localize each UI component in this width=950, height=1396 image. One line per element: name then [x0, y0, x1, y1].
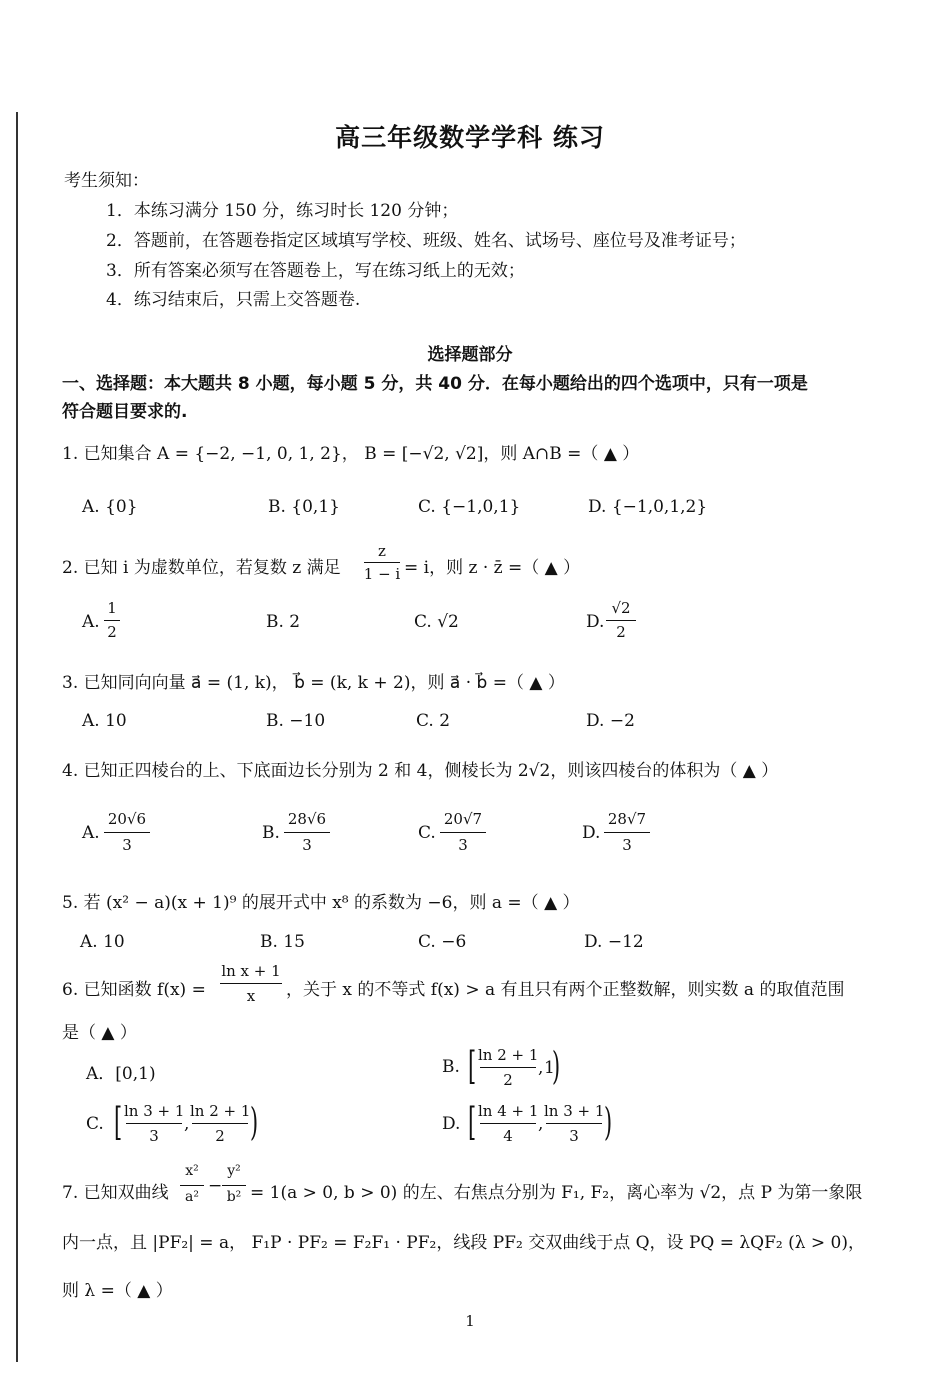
question-2-frac-den: 1 − i [363, 565, 401, 583]
fraction-bar [604, 832, 650, 833]
option-d-num: √2 [611, 599, 631, 617]
question-2-stem-post: = i，则 z · z̄ =（ ▲ ） [404, 558, 581, 578]
q7-frac2-num: y² [227, 1163, 241, 1179]
question-5-option-d: D. −12 [584, 932, 644, 952]
section-title: 选择题部分 [427, 345, 513, 365]
question-2-option-d: D. [586, 612, 605, 632]
fraction-bar [220, 983, 282, 984]
question-3-option-c: C. 2 [416, 711, 451, 731]
option-c-frac2-num: ln 2 + 1 [190, 1102, 251, 1120]
question-3-stem: 3. 已知同向向量 a⃗ = (1, k)， b⃗ = (k, k + 2)，则 a⃗ · b⃗ =（ ▲ ） [62, 673, 565, 693]
question-7-stem-post: = 1(a > 0, b > 0) 的左、右焦点分别为 F₁, F₂，离心率为 √2，点 P 为第一象限 [250, 1183, 863, 1203]
question-2-option-a: A. [82, 612, 100, 632]
question-4-option-a-label: A. [82, 823, 100, 843]
question-6-option-a: A．[0,1) [86, 1064, 156, 1084]
instruction-line: 符合题目要求的. [62, 402, 188, 422]
question-2-stem-pre: 2. 已知 i 为虚数单位，若复数 z 满足 [62, 558, 341, 578]
question-4-option-d-label: D. [582, 823, 601, 843]
fraction-bar [606, 620, 636, 621]
question-1-stem: 1. 已知集合 A = {−2, −1, 0, 1, 2}， B = [−√2, √2]，则 A∩B =（ ▲ ） [62, 444, 640, 464]
right-paren: ) [552, 1044, 561, 1088]
option-a-den: 2 [107, 623, 117, 641]
question-6-frac-den: x [246, 987, 256, 1005]
question-4-option-c-den: 3 [458, 836, 468, 854]
option-b-upper: 1 [544, 1058, 555, 1078]
question-6-stem-line2: 是（ ▲ ） [62, 1023, 137, 1043]
question-6-stem-pre: 6. 已知函数 f(x) = [62, 980, 206, 1000]
question-6-frac-num: ln x + 1 [221, 962, 281, 980]
fraction-bar [192, 1123, 248, 1124]
option-b-comma: , [538, 1058, 544, 1078]
question-4-option-b-label: B. [262, 823, 280, 843]
left-bracket: [ [468, 1100, 477, 1144]
option-d-frac2-den: 3 [569, 1127, 579, 1145]
question-4-option-d-den: 3 [622, 836, 632, 854]
left-bracket: [ [468, 1044, 477, 1088]
question-6-option-c-label: C. [86, 1114, 104, 1134]
question-1-option-a: A. {0} [82, 497, 138, 517]
question-6-option-d-label: D. [442, 1114, 461, 1134]
fraction-bar [440, 832, 486, 833]
question-7-line2: 内一点，且 |PF₂| = a， F₁P · PF₂ = F₂F₁ · PF₂，线段 PF₂ 交双曲线于点 Q，设 PQ = λQF₂ (λ > 0)， [62, 1233, 866, 1253]
question-4-option-c-label: C. [418, 823, 436, 843]
question-4-stem: 4. 已知正四棱台的上、下底面边长分别为 2 和 4，侧棱长为 2√2，则该四棱台的体积为（ ▲ ） [62, 761, 779, 781]
minus-sign: − [208, 1176, 223, 1196]
option-d-frac1-num: ln 4 + 1 [478, 1102, 539, 1120]
question-3-option-d: D. −2 [586, 711, 635, 731]
fraction-bar [546, 1123, 602, 1124]
question-7-line3: 则 λ =（ ▲ ） [62, 1281, 173, 1301]
fraction-bar [104, 832, 150, 833]
option-b-frac-den: 2 [503, 1071, 513, 1089]
question-4-option-c-num: 20√7 [443, 810, 483, 828]
question-7-stem-pre: 7. 已知双曲线 [62, 1183, 169, 1203]
option-c-frac1-num: ln 3 + 1 [124, 1102, 185, 1120]
notice-item: 1．本练习满分 150 分，练习时长 120 分钟； [106, 201, 459, 221]
notice-item: 2．答题前，在答题卷指定区域填写学校、班级、姓名、试场号、座位号及准考证号； [106, 231, 746, 251]
fraction-bar [222, 1185, 246, 1186]
question-5-option-c: C. −6 [418, 932, 467, 952]
fraction-bar [480, 1067, 536, 1068]
q7-frac2-den: b² [226, 1189, 242, 1205]
left-bracket: [ [114, 1100, 123, 1144]
question-5-option-a: A. 10 [80, 932, 125, 952]
fraction-bar [104, 620, 120, 621]
question-1-option-b: B. {0,1} [268, 497, 340, 517]
notice-item: 3．所有答案必须写在答题卷上，写在练习纸上的无效； [106, 261, 525, 281]
option-b-frac-num: ln 2 + 1 [478, 1046, 539, 1064]
option-d-frac1-den: 4 [503, 1127, 513, 1145]
question-6-stem-post: ，关于 x 的不等式 f(x) > a 有且只有两个正整数解，则实数 a 的取值范围 [286, 980, 845, 1000]
page-number: 1 [465, 1312, 475, 1330]
option-d-comma: , [538, 1114, 544, 1134]
q7-frac1-num: x² [185, 1163, 199, 1179]
question-2-option-b: B. 2 [266, 612, 301, 632]
option-c-comma: , [184, 1114, 190, 1134]
question-4-option-a-den: 3 [122, 836, 132, 854]
question-2-frac-num: z [378, 542, 386, 560]
notice-item: 4．练习结束后，只需上交答题卷. [106, 290, 361, 310]
binding-margin-line [16, 112, 18, 1362]
question-4-option-d-num: 28√7 [607, 810, 647, 828]
option-a-num: 1 [107, 599, 117, 617]
question-6-option-b-label: B. [442, 1057, 460, 1077]
question-5-stem: 5. 若 (x² − a)(x + 1)⁹ 的展开式中 x⁸ 的系数为 −6，则 a =（ ▲ ） [62, 893, 580, 913]
option-c-frac1-den: 3 [149, 1127, 159, 1145]
question-4-option-a-num: 20√6 [107, 810, 147, 828]
right-paren: ) [604, 1100, 613, 1144]
question-3-option-b: B. −10 [266, 711, 326, 731]
fraction-bar [284, 832, 330, 833]
option-c-frac2-den: 2 [215, 1127, 225, 1145]
page-title: 高三年级数学学科 练习 [335, 123, 605, 152]
fraction-bar [364, 562, 400, 563]
fraction-bar [180, 1185, 204, 1186]
fraction-bar [480, 1123, 536, 1124]
question-5-option-b: B. 15 [260, 932, 305, 952]
q7-frac1-den: a² [185, 1189, 199, 1205]
question-4-option-b-den: 3 [302, 836, 312, 854]
fraction-bar [126, 1123, 182, 1124]
question-2-option-c: C. √2 [414, 612, 459, 632]
question-3-option-a: A. 10 [82, 711, 127, 731]
option-d-frac2-num: ln 3 + 1 [544, 1102, 605, 1120]
question-1-option-d: D. {−1,0,1,2} [588, 497, 708, 517]
instruction-line: 一、选择题：本大题共 8 小题，每小题 5 分，共 40 分．在每小题给出的四个选项中，只有一项是 [62, 374, 808, 394]
right-paren: ) [250, 1100, 259, 1144]
notice-heading: 考生须知： [64, 171, 149, 191]
question-4-option-b-num: 28√6 [287, 810, 327, 828]
option-d-den: 2 [616, 623, 626, 641]
question-1-option-c: C. {−1,0,1} [418, 497, 521, 517]
